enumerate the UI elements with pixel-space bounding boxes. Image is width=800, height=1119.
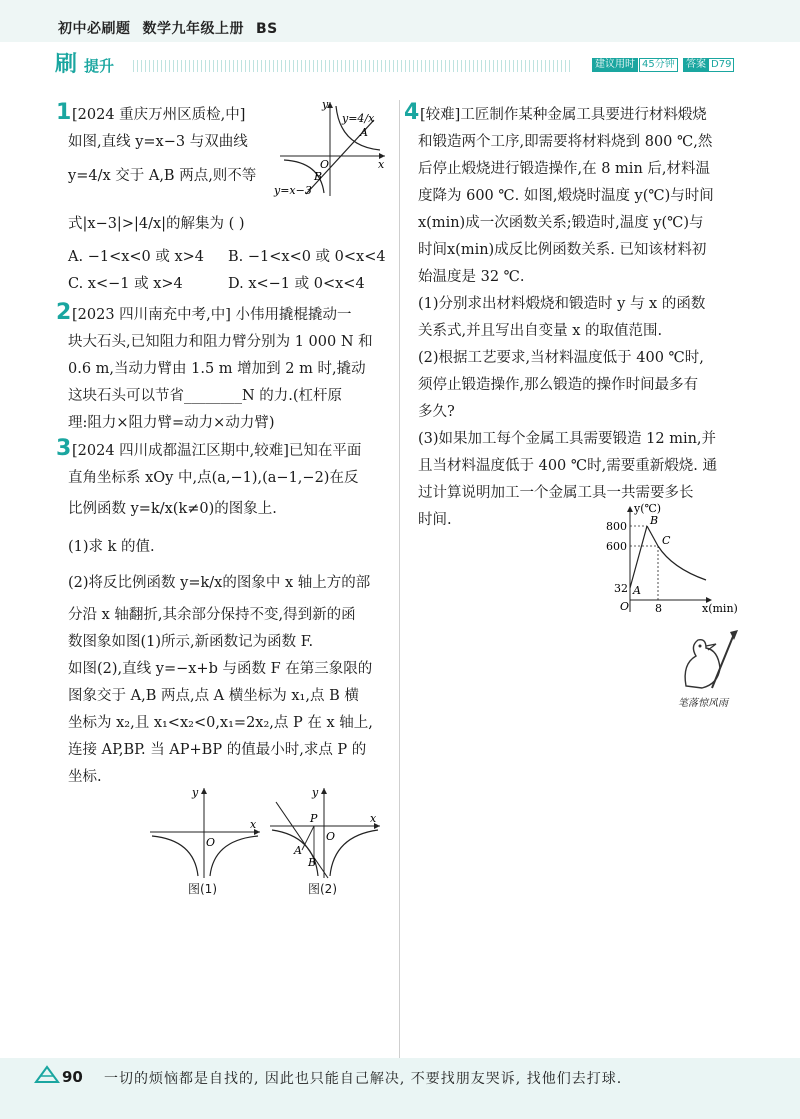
q2-line: [2023 四川南充中考,中] 小伟用撬棍撬动一	[72, 307, 352, 323]
fig1-y-arrow	[201, 788, 207, 794]
fig1-curve-right	[210, 836, 258, 876]
q4-line: 和锻造两个工序,即需要将材料烧到 800 ℃,然	[418, 134, 713, 150]
q4-line: 过计算说明加工一个金属工具一共需要多长	[418, 485, 694, 501]
section-char: 刷	[55, 52, 78, 77]
q4-y-label: y(℃)	[634, 502, 662, 515]
q2-line: 理:阻力×阻力臂=动力×动力臂)	[68, 415, 275, 431]
q4-line: (3)如果加工每个金属工具需要锻造 12 min,并	[418, 431, 717, 447]
fig2-caption: 图(2)	[308, 882, 337, 896]
q4-x-label: x(min)	[702, 602, 738, 615]
time-value: 45分钟	[639, 58, 678, 72]
mascot-bird-icon	[672, 628, 742, 696]
q1-point-a: A	[360, 126, 368, 139]
q2-line: 块大石头,已知阻力和阻力臂分别为 1 000 N 和	[68, 334, 373, 350]
q4-point-b: B	[650, 514, 659, 527]
q3-line: [2024 四川成都温江区期中,较难]已知在平面	[72, 443, 362, 459]
q4-point-a: A	[633, 584, 641, 597]
column-divider	[399, 100, 400, 1060]
q4-tick-800: 800	[606, 520, 627, 533]
q3-line: 直角坐标系 xOy 中,点(a,−1),(a−1,−2)在反	[68, 470, 359, 486]
fig2-point-p: P	[310, 812, 318, 825]
q4-origin: O	[620, 600, 630, 613]
q3-line: 连接 AP,BP. 当 AP+BP 的值最小时,求点 P 的	[68, 742, 367, 758]
q3-fig1	[148, 780, 264, 880]
q4-line: (2)根据工艺要求,当材料温度低于 400 ℃时,	[418, 350, 704, 366]
fig1-y-label: y	[192, 786, 199, 799]
q2-number: 2	[56, 300, 72, 325]
q4-line: 时间x(min)成反比例函数关系. 已知该材料初	[418, 242, 707, 258]
q1-option-d: D. x<−1 或 0<x<4	[228, 276, 365, 292]
header-hatch	[133, 60, 573, 72]
q4-point-c: C	[662, 534, 671, 547]
q4-line: x(min)成一次函数关系;锻造时,温度 y(℃)与	[418, 215, 704, 231]
q1-point-b: B	[314, 170, 323, 183]
q3-line: 如图(2),直线 y=−x+b 与函数 F 在第三象限的	[68, 661, 373, 677]
q3-line: 分沿 x 轴翻折,其余部分保持不变,得到新的函	[68, 607, 356, 623]
fig2-x-label: x	[370, 812, 377, 825]
q1-option-c: C. x<−1 或 x>4	[68, 276, 183, 292]
q3-number: 3	[56, 436, 72, 461]
q3-line: (1)求 k 的值.	[68, 539, 155, 555]
answer-value: D79	[708, 58, 734, 72]
q4-line: 多久?	[418, 404, 455, 420]
q4-line: 后停止煅烧进行锻造操作,在 8 min 后,材料温	[418, 161, 710, 177]
q4-line: (1)分别求出材料煅烧和锻造时 y 与 x 的函数	[418, 296, 706, 312]
q1-option-a: A. −1<x<0 或 x>4	[68, 249, 205, 265]
fig2-y-arrow	[321, 788, 327, 794]
q4-heating-segment	[630, 526, 647, 588]
q1-line: y=4/x 交于 A,B 两点,则不等	[68, 168, 257, 184]
q4-line: 度降为 600 ℃. 如图,煅烧时温度 y(℃)与时间	[418, 188, 714, 204]
answer-label: 答案	[683, 58, 709, 72]
q4-inverse-curve	[658, 546, 706, 580]
fig2-line	[276, 802, 328, 878]
fig1-x-label: x	[250, 818, 257, 831]
q4-line: 关系式,并且写出自变量 x 的取值范围.	[418, 323, 663, 339]
q1-line: 如图,直线 y=x−3 与双曲线	[68, 134, 248, 150]
footer-quote: 一切的烦恼都是自找的, 因此也只能自己解决, 不要找朋友哭诉, 找他们去打球.	[104, 1071, 623, 1087]
q3-fig2	[268, 780, 384, 880]
q4-tick-32: 32	[614, 582, 628, 595]
q1-line: [2024 重庆万州区质检,中]	[72, 107, 246, 123]
fig2-segment-ap	[302, 826, 314, 850]
fig2-point-b: B	[308, 856, 317, 869]
q1-line-label: y=x−3	[274, 184, 312, 197]
q3-line: 坐标.	[68, 769, 102, 785]
q1-number: 1	[56, 100, 72, 125]
q2-line: 0.6 m,当动力臂由 1.5 m 增加到 2 m 时,撬动	[68, 361, 366, 377]
fig2-point-a: A	[294, 844, 302, 857]
fig2-y-label: y	[312, 786, 319, 799]
q1-origin: O	[320, 158, 330, 171]
q3-line: 数图象如图(1)所示,新函数记为函数 F.	[68, 634, 314, 650]
q2-line: 这块石头可以节省________N 的力.(杠杆原	[68, 388, 343, 404]
q1-option-b: B. −1<x<0 或 0<x<4	[228, 249, 386, 265]
q4-tick-600: 600	[606, 540, 627, 553]
q4-y-arrow	[627, 506, 633, 512]
fig1-caption: 图(1)	[188, 882, 217, 896]
q3-line: 坐标为 x₂,且 x₁<x₂<0,x₁=2x₂,点 P 在 x 轴上,	[68, 715, 373, 731]
q3-line: 图象交于 A,B 两点,点 A 横坐标为 x₁,点 B 横	[68, 688, 359, 704]
q4-cooling-segment	[647, 526, 658, 546]
mascot-caption: 笔落惊风雨	[678, 698, 728, 709]
q1-y-label: y	[322, 98, 329, 111]
fig1-curve-left	[152, 836, 198, 876]
q1-figure	[270, 98, 390, 198]
footer-logo-icon	[34, 1064, 60, 1084]
q3-line: (2)将反比例函数 y=k/x的图象中 x 轴上方的部	[68, 575, 371, 591]
fig2-curve-right	[330, 830, 378, 876]
time-label: 建议用时	[592, 58, 638, 72]
edition-label: BS	[256, 21, 278, 37]
q4-graph	[600, 500, 750, 618]
book-name: 初中必刷题	[58, 21, 131, 37]
fig2-origin: O	[326, 830, 336, 843]
q3-line: 比例函数 y=k/x(k≠0)的图象上.	[68, 501, 277, 517]
book-title	[58, 18, 290, 38]
q4-number: 4	[404, 100, 420, 125]
section-title: 提升	[84, 57, 115, 75]
q1-x-label: x	[378, 158, 385, 171]
q4-tick-8: 8	[655, 602, 662, 615]
q1-curve-label: y=4/x	[342, 112, 375, 125]
q4-line: [较难]工匠制作某种金属工具要进行材料煅烧	[420, 107, 707, 123]
subject-name: 数学九年级上册	[142, 21, 244, 37]
q1-line: 式|x−3|>|4/x|的解集为 ( )	[68, 216, 245, 232]
q4-line: 时间.	[418, 512, 452, 528]
fig1-origin: O	[206, 836, 216, 849]
page-number: 90	[62, 1068, 83, 1086]
q4-line: 且当材料温度低于 400 ℃时,需要重新煅烧. 通	[418, 458, 717, 474]
q4-line: 始温度是 32 ℃.	[418, 269, 525, 285]
q4-line: 须停止锻造操作,那么锻造的操作时间最多有	[418, 377, 699, 393]
